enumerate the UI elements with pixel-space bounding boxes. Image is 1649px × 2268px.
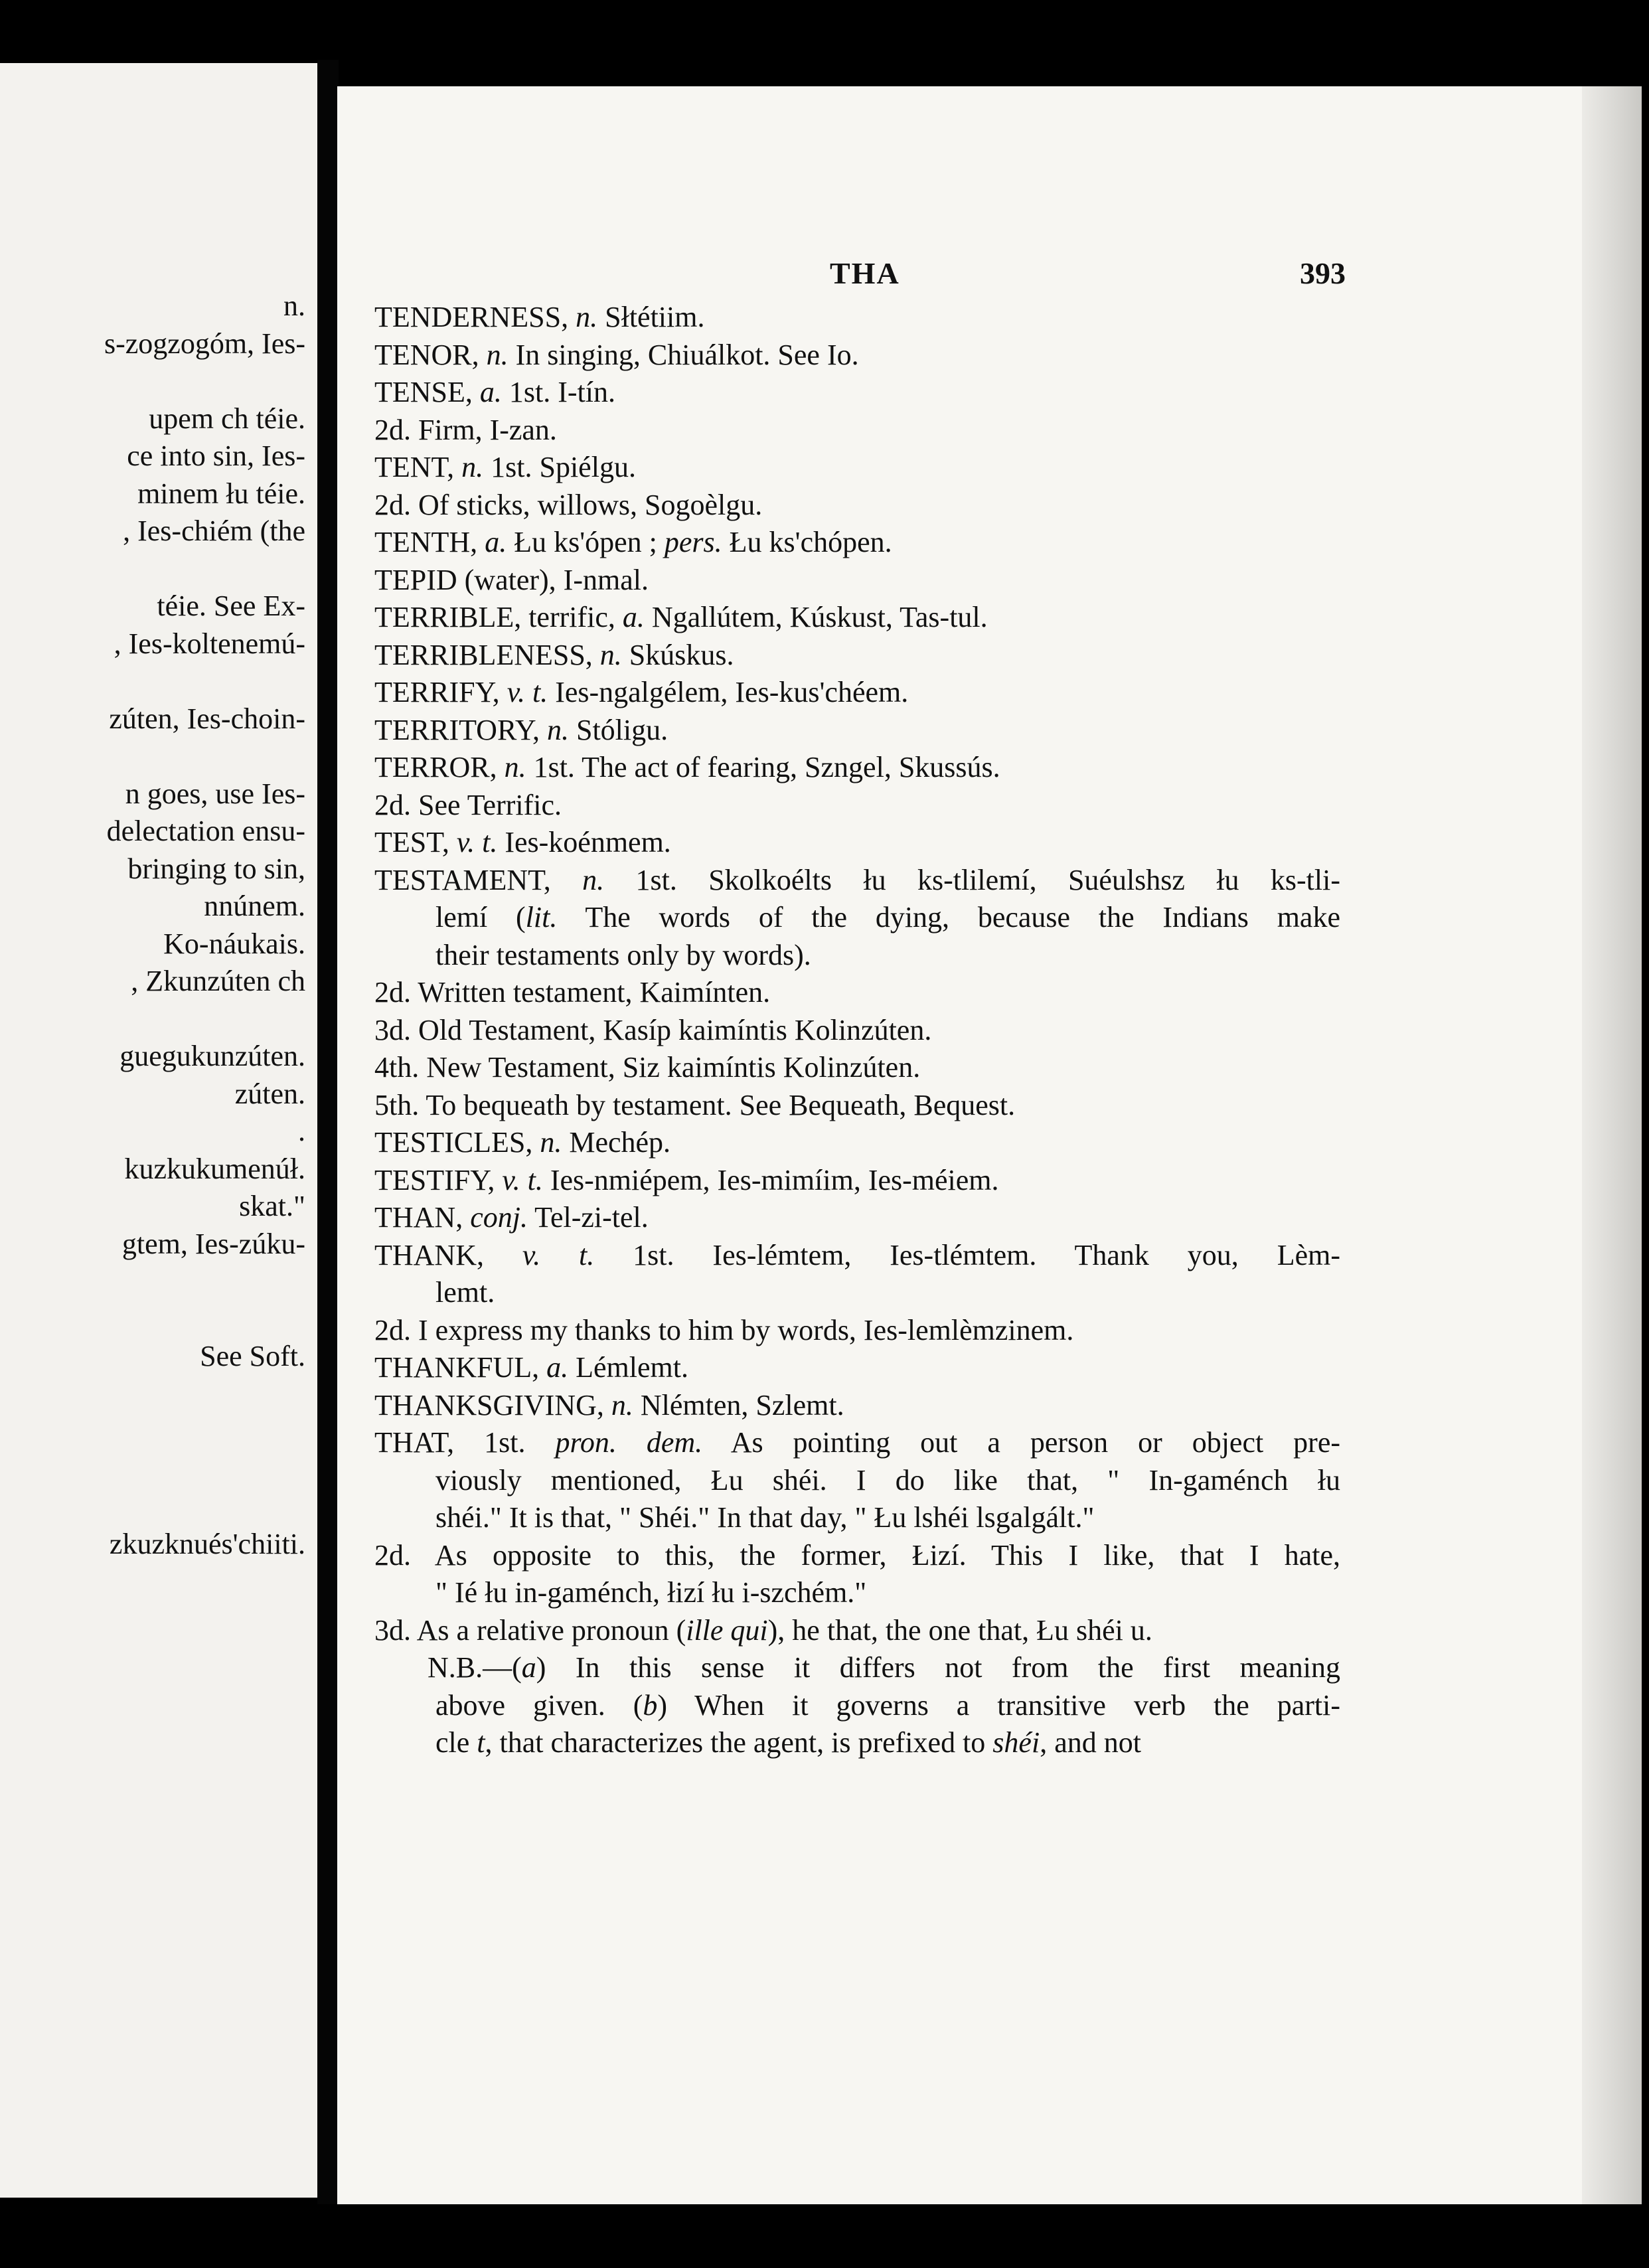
left-fragment-line: kuzkukumenúł. [124, 1152, 305, 1185]
entry-headword: TENOR, [374, 338, 479, 371]
entry-text: Ies-ngalgélem, Ies-kus'chéem. [548, 676, 909, 708]
italic-text: pron. dem. [555, 1426, 703, 1459]
entry-text: 2d. Of sticks, willows, Sogoèlgu. [374, 488, 763, 521]
entry-text: Stóligu. [568, 713, 668, 746]
left-fragment-line: guegukunzúten. [119, 1040, 305, 1072]
left-page [0, 63, 317, 2198]
part-of-speech: v. t. [456, 826, 498, 858]
entry-line [374, 824, 1340, 862]
entry-line [374, 787, 1340, 825]
entry-line [374, 1687, 1340, 1725]
left-fragment-line: skat." [239, 1190, 305, 1222]
part-of-speech: a. [546, 1351, 569, 1384]
entry-text: 2d. As opposite to this, the former, Łizí. This I like, that I hate, [374, 1538, 1340, 1572]
entry-text: 1st. I-tín. [501, 376, 615, 408]
entry-text: Ies-nmiépem, Ies-mimíim, Ies-méiem. [542, 1163, 999, 1196]
part-of-speech: n. [576, 301, 598, 333]
entry-headword: TENT, [374, 451, 455, 483]
entry-text: lemt. [435, 1276, 495, 1309]
entry-text: Ngallútem, Kúskust, Tas-tul. [644, 601, 988, 633]
entry-headword: THANK, [374, 1238, 484, 1271]
entry-line [374, 899, 1340, 937]
entry-text: their testaments only by words). [435, 938, 811, 971]
entry-text: 2d. Firm, I-zan. [374, 413, 557, 446]
entry-line [374, 1124, 1340, 1162]
entry-line [374, 1162, 1340, 1200]
entry-headword: TERRIFY, [374, 676, 500, 708]
entry-text: 5th. To bequeath by testament. See Bequeath, Bequest. [374, 1088, 1016, 1121]
entry-text: 2d. See Terrific. [374, 788, 562, 821]
entry-headword: TENTH, [374, 526, 478, 558]
entry-line [374, 337, 1340, 374]
left-fragment-line: See Soft. [200, 1340, 305, 1372]
entry-line [374, 1462, 1340, 1500]
entry-text: , that characterizes the agent, is prefixed to [485, 1726, 993, 1759]
entry-text: Skúskus. [621, 638, 734, 671]
entry-headword: TERRIBLE, [374, 601, 522, 633]
entry-line [374, 1649, 1340, 1687]
left-fragment-line: Ko-náukais. [163, 927, 305, 960]
entry-line [374, 712, 1340, 750]
entry-line [374, 1312, 1340, 1350]
page-edge [1582, 86, 1642, 2204]
entry-line [374, 1424, 1340, 1462]
left-fragment-line: s-zogzogóm, Ies- [104, 327, 305, 360]
gutter [317, 60, 339, 2204]
left-fragment-line: gtem, Ies-zúku- [121, 1227, 305, 1260]
entry-line [374, 862, 1340, 900]
entry-text: Mechép. [562, 1126, 671, 1159]
entry-text: lemí ( [435, 901, 526, 933]
running-header: THA [830, 256, 900, 290]
entry-line [374, 1087, 1340, 1125]
entry-headword: TEPID [374, 563, 457, 596]
entry-text: ) In this sense it differs not from the first meaning [536, 1651, 1340, 1684]
entry-text: (water), I-nmal. [457, 563, 649, 596]
part-of-speech: conj. [470, 1201, 528, 1234]
entry-text: The words of the dying, because the Indians make [557, 901, 1340, 933]
part-of-speech: n. [486, 338, 509, 371]
entry-line [374, 1724, 1340, 1762]
left-fragment-line: . [298, 1115, 305, 1147]
part-of-speech: n. [611, 1388, 633, 1421]
left-fragment-line: zúten. [234, 1077, 305, 1110]
part-of-speech: n. [599, 638, 622, 671]
italic-text: a. [622, 601, 645, 633]
entry-line [374, 1012, 1340, 1050]
entry-text: above given. ( [435, 1688, 643, 1722]
entry-text: Lémlemt. [568, 1351, 688, 1384]
italic-text: a [521, 1651, 536, 1684]
part-of-speech: n. [582, 863, 605, 896]
entry-text: Ies-koénmem. [497, 826, 671, 858]
entry-line [374, 749, 1340, 787]
part-of-speech: v. t. [522, 1238, 595, 1271]
part-of-speech: v. t. [502, 1163, 543, 1196]
entry-text: Słtétiim. [597, 301, 705, 333]
entry-line [374, 637, 1340, 675]
entry-line [374, 449, 1340, 487]
entry-text: 1st. Skolkoélts łu ks-tlilemí, Suéulshsz łu ks-tli- [604, 863, 1341, 896]
entry-headword: THANKSGIVING, [374, 1388, 604, 1421]
entry-line [374, 1049, 1340, 1087]
entry-line [374, 1574, 1340, 1612]
entry-headword: TESTICLES, [374, 1126, 533, 1159]
entry-headword: THANKFUL, [374, 1351, 540, 1384]
entry-line [374, 599, 1340, 637]
entry-line [374, 1237, 1340, 1275]
left-fragment-line: ce into sin, Ies- [127, 440, 305, 472]
left-fragment-line: zúten, Ies-choin- [109, 702, 305, 735]
entry-text: 2d. I express my thanks to him by words, Ies-lemlèmzinem. [374, 1313, 1074, 1346]
entry-headword: TERROR, [374, 751, 497, 783]
entry-text: 1st. [454, 1426, 556, 1459]
entry-line [374, 974, 1340, 1012]
entry-line [374, 674, 1340, 712]
italic-text: lit. [525, 901, 558, 933]
italic-text: b [643, 1688, 658, 1722]
entry-headword: TERRIBLENESS, [374, 638, 593, 671]
entry-line [374, 1537, 1340, 1575]
entry-headword: TESTIFY, [374, 1163, 495, 1196]
entry-text: ), he that, the one that, Łu shéi u. [767, 1613, 1152, 1647]
entry-line [374, 412, 1340, 449]
italic-text: t [477, 1726, 485, 1759]
entry-line [374, 937, 1340, 975]
entry-text: viously mentioned, Łu shéi. I do like that, " In-gaménch łu [435, 1463, 1340, 1497]
entry-text: ) When it governs a transitive verb the parti- [657, 1688, 1340, 1722]
entry-text: , and not [1040, 1726, 1141, 1759]
part-of-speech: n. [504, 751, 526, 783]
entry-line [374, 524, 1340, 562]
page-number: 393 [1300, 256, 1346, 290]
italic-text: ille qui [686, 1613, 768, 1647]
left-fragment-line: nnúnem. [204, 890, 305, 922]
entry-text: Łu ks'chópen. [722, 526, 892, 558]
left-fragment-line: minem łu téie. [137, 477, 305, 510]
part-of-speech: n. [546, 713, 569, 746]
entry-line [374, 1612, 1340, 1650]
entry-text: 3d. Old Testament, Kasíp kaimíntis Kolinzúten. [374, 1013, 932, 1046]
part-of-speech: n. [461, 451, 484, 483]
entry-line [374, 1387, 1340, 1425]
dictionary-entries [374, 299, 1340, 1762]
entry-line [374, 1199, 1340, 1237]
entry-text: Tel-zi-tel. [527, 1201, 649, 1234]
entry-line [374, 299, 1340, 337]
entry-text: " Ié łu in-gaménch, łizí łu i-szchém." [435, 1576, 867, 1609]
entry-text: Nlémten, Szlemt. [633, 1388, 844, 1421]
part-of-speech: n. [540, 1126, 562, 1159]
part-of-speech: v. t. [507, 676, 548, 708]
entry-headword: THAN, [374, 1201, 463, 1234]
entry-text: As pointing out a person or object pre- [702, 1426, 1340, 1459]
left-fragment-line: n goes, use Ies- [125, 777, 305, 810]
part-of-speech: a. [479, 376, 502, 408]
entry-text: 1st. Spiélgu. [483, 451, 636, 483]
entry-line [374, 487, 1340, 525]
entry-text: N.B.—( [428, 1651, 522, 1684]
left-fragment-line: , Ies-koltenemú- [114, 627, 305, 660]
entry-headword: TEST, [374, 826, 449, 858]
entry-text: 2d. Written testament, Kaimínten. [374, 976, 771, 1009]
left-fragment-line: téie. See Ex- [157, 590, 305, 622]
entry-headword: TENSE, [374, 376, 473, 408]
left-fragment-line: , Zkunzúten ch [131, 965, 305, 997]
entry-text: shéi." It is that, " Shéi." In that day, " Łu lshéi lsgalgált." [435, 1501, 1095, 1534]
italic-text: shéi [992, 1726, 1040, 1759]
entry-text: 1st. The act of fearing, Szngel, Skussús. [526, 751, 1000, 783]
right-page [337, 86, 1642, 2204]
entry-line [374, 1499, 1340, 1537]
entry-text: cle [435, 1726, 477, 1759]
entry-headword: TESTAMENT, [374, 863, 551, 896]
entry-text: 4th. New Testament, Siz kaimíntis Kolinzúten. [374, 1051, 921, 1084]
left-fragment-line: zkuzknués'chiiti. [109, 1527, 305, 1560]
entry-text: 1st. Ies-lémtem, Ies-tlémtem. Thank you, Lèm- [594, 1238, 1340, 1271]
left-fragment-line: n. [283, 289, 305, 322]
part-of-speech: a. [485, 526, 507, 558]
entry-line [374, 1349, 1340, 1387]
left-fragment-line: delectation ensu- [106, 815, 305, 847]
left-fragment-line: bringing to sin, [127, 852, 305, 885]
italic-text: pers. [664, 526, 722, 558]
entry-text: In singing, Chiuálkot. See Io. [508, 338, 859, 371]
entry-line [374, 1274, 1340, 1312]
left-fragment-line: upem ch téie. [149, 402, 305, 435]
entry-headword: TENDERNESS, [374, 301, 569, 333]
entry-headword: THAT, [374, 1426, 455, 1459]
entry-text: 3d. As a relative pronoun ( [374, 1613, 686, 1647]
entry-line [374, 374, 1340, 412]
left-fragment-line: , Ies-chiém (the [123, 515, 305, 547]
entry-headword: TERRITORY, [374, 713, 540, 746]
entry-line [374, 562, 1340, 600]
entry-text: terrific, [521, 601, 623, 633]
entry-text: Łu ks'ópen ; [507, 526, 665, 558]
